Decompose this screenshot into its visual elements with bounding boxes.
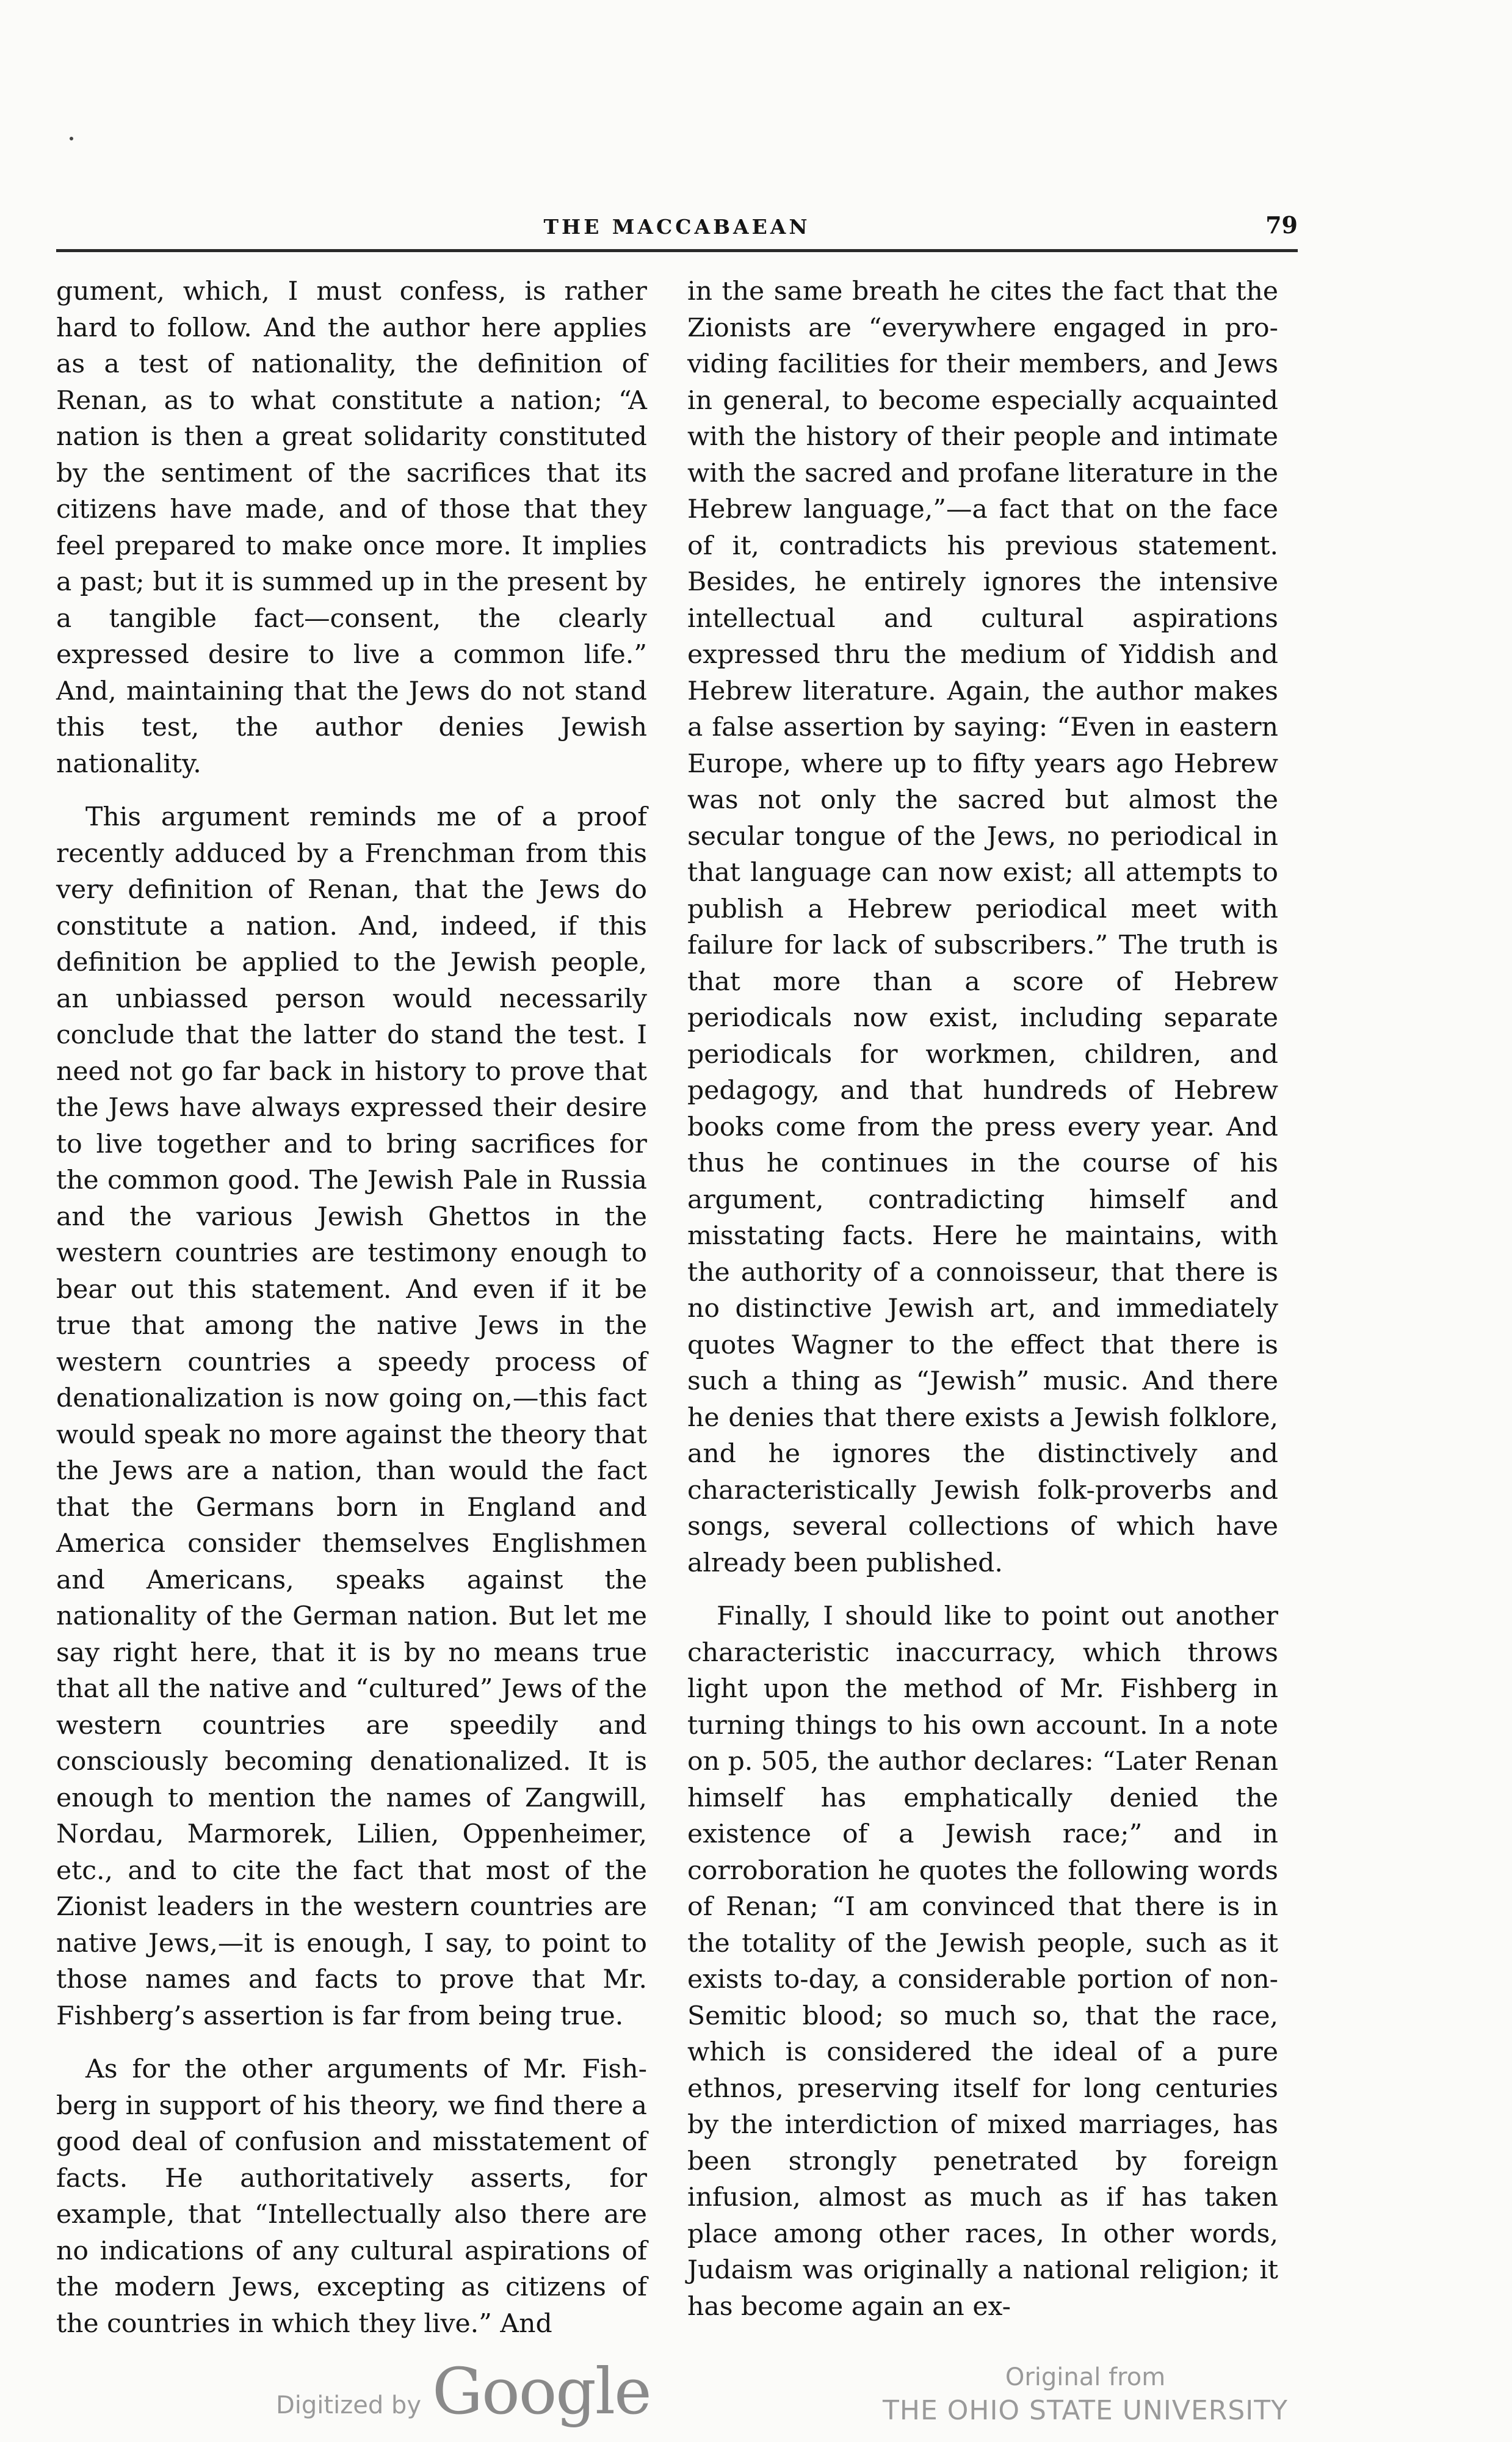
page-number: 79 [1265, 211, 1298, 239]
digitized-by-label: Digitized by [276, 2391, 421, 2419]
university-label: THE OHIO STATE UNIVERSITY [882, 2395, 1289, 2426]
right-column [687, 274, 1278, 2322]
paragraph: in the same breath he cites the fact that the Zionists are “everywhere engaged in providing facilities for their members, and Jews in general, to become especially acquainted with the history of their people and intimate with the sacred and profane literature in the Hebrew language,”—a fact that on the face of it, contradicts his previous statement. Besides, he entirely ignores the intensive intellectual and cultural aspirations expressed thru the medium of Yiddish and Hebrew literature. Again, the author makes a false assertion by saying: “Even in eastern Europe, where up to fifty years ago Hebrew was not only the sacred but almost the secular tongue of the Jews, no periodical in that language can now exist; all attempts to publish a Hebrew periodical meet with failure for lack of subscribers.” The truth is that more than a score of Hebrew periodicals now exist, including separate periodicals for workmen, children, and pedagogy, and that hundreds of Hebrew books come from the press every year. And thus he continues in the course of his argument, contradicting himself and misstating facts. Here he maintains, with the authority of a connoisseur, that there is no distinctive Jewish art, and immediately quotes Wagner to the effect that there is such a thing as “Jewish” music. And there he denies that there exists a Jewish folklore, and he ignores the distinctively and characteristically Jewish folk-proverbs and songs, several collections of which have already been published. [687, 277, 1278, 1578]
paragraph: This argument reminds me of a proof recently adduced by a Frenchman from this very definition of Renan, that the Jews do constitute a nation. And, indeed, if this definition be applied to the Jewish people, an unbiassed person would necessarily conclude that the latter do stand the test. I need not go far back in history to prove that the Jews have always expressed their desire to live together and to bring sacrifices for the common good. The Jewish Pale in Russia and the various Jewish Ghettos in the western countries are testimony enough to bear out this statement. And even if it be true that among the native Jews in the western countries a speedy process of denationalization is now going on,—this fact would speak no more against the theory that the Jews are a nation, than would the fact that the Germans born in England and America consider themselves Englishmen and Americans, speaks against the nationality of the German nation. But let me say right here, that it is by no means true that all the native and “cultured” Jews of the western countries are speedily and consciously becoming denationalized. It is enough to mention the names of Zangwill, Nordau, Marmorek, Lilien, Oppenheimer, etc., and to cite the fact that most of the Zionist leaders in the western countries are native Jews,—it is enough, I say, to point to those names and facts to prove that Mr. Fishberg’s assertion is far from being true. [56, 802, 647, 2031]
digitized-by-watermark [276, 2354, 651, 2429]
page-header [56, 211, 1298, 245]
original-from-label: Original from [1005, 2363, 1166, 2391]
paragraph: As for the other arguments of Mr. Fishberg in support of his theory, we find there a good deal of confusion and misstatement of facts. He authoritatively asserts, for example, that “Intellectually also there are no indications of any cultural aspirations of the modern Jews, excepting as citizens of the countries in which they live.” And [56, 2054, 647, 2339]
paragraph: Finally, I should like to point out another characteristic inaccurracy, which throws light upon the method of Mr. Fishberg in turning things to his own account. In a note on p. 505, the author declares: “Later Renan himself has emphatically denied the existence of a Jewish race;” and in corroboration he quotes the following words of Renan; “I am convinced that there is in the totality of the Jewish people, such as it exists to-day, a considerable portion of non-Semitic blood; so much so, that the race, which is considered the ideal of a pure ethnos, preserving itself for long centuries by the interdiction of mixed marriages, has been strongly penetrated by foreign infusion, almost as much as if has taken place among other races, In other words, Judaism was originally a national religion; it has become again an ex- [687, 1601, 1278, 2322]
running-title: THE MACCABAEAN [543, 215, 811, 239]
google-logo: Google [432, 2354, 651, 2429]
header-rule [56, 249, 1298, 252]
left-column [56, 274, 647, 2339]
scan-speck [70, 137, 73, 140]
paragraph: gument, which, I must confess, is rather hard to follow. And the author here applies as a test of nationality, the definition of Renan, as to what constitute a nation; “A nation is then a great solidarity constituted by the sentiment of the sacrifices that its citizens have made, and of those that they feel prepared to make once more. It implies a past; but it is summed up in the present by a tangible fact—consent, the clearly expressed desire to live a common life.” And, maintaining that the Jews do not stand this test, the author denies Jewish nationality. [56, 277, 647, 779]
original-source-watermark [872, 2361, 1299, 2429]
